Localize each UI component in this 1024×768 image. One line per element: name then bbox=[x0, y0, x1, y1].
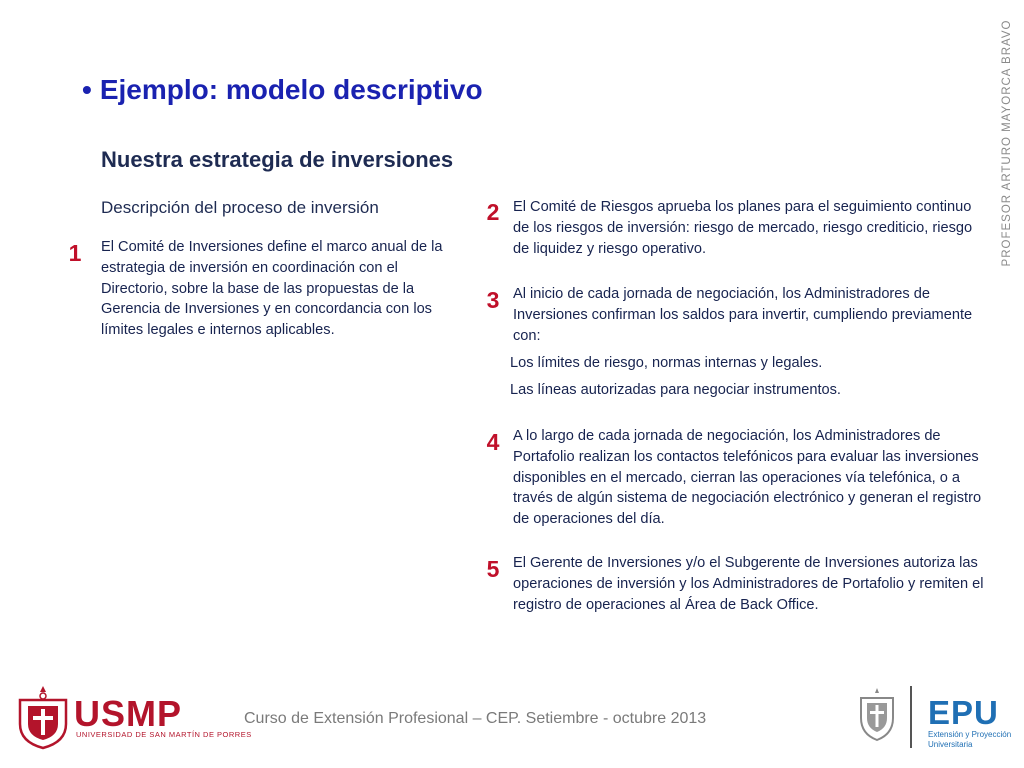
step-text-2: El Comité de Riesgos aprueba los planes para el seguimiento continuo de los riesgos de inversión: riesgo de mercado, riesgo crediticio, riesgo de liquidez y riesgo operativo. bbox=[513, 199, 973, 257]
step-text-4: A lo largo de cada jornada de negociación, los Administradores de Portafolio realizan los contactos telefónicos para evaluar las inversiones disponibles en el mercado, cierran las operaciones vía telefónica, o a través de algún sistema de negociación electrónico y generan el registro de operaciones del día. bbox=[513, 428, 982, 528]
epu-logo-subtext bbox=[928, 730, 1011, 750]
slide-subtitle: Nuestra estrategia de inversiones bbox=[101, 147, 454, 172]
step-number-2: 2 bbox=[486, 199, 500, 225]
title-bullet: • bbox=[82, 74, 92, 105]
epu-logo-text: EPU bbox=[928, 694, 999, 731]
step-text-5: El Gerente de Inversiones y/o el Subgerente de Inversiones autoriza las operaciones de inversión y los Administradores de Portafolio y remiten el registro de operaciones al Área de Back Office. bbox=[513, 555, 984, 613]
usmp-logo-text: USMP bbox=[74, 693, 183, 734]
professor-name: PROFESOR ARTURO MAYORCA BRAVO bbox=[1001, 19, 1013, 266]
section-heading: Descripción del proceso de inversión bbox=[101, 198, 379, 217]
epu-subtext-line-1: Extensión y Proyección bbox=[928, 730, 1012, 739]
step-number-5: 5 bbox=[486, 556, 500, 582]
step-number-1: 1 bbox=[68, 240, 82, 266]
usmp-logo-subtext: UNIVERSIDAD DE SAN MARTÍN DE PORRES bbox=[76, 730, 252, 739]
logo-divider bbox=[910, 686, 912, 748]
step3-item-1: Los límites de riesgo, normas internas y legales. bbox=[510, 355, 823, 371]
step-text-3: Al inicio de cada jornada de negociación, los Administradores de Inversiones confirman los saldos para invertir, cumpliendo previamente con: bbox=[513, 286, 973, 344]
usmp-crest-icon bbox=[16, 684, 70, 750]
epu-subtext-line-2: Universitaria bbox=[928, 740, 973, 749]
slide-title bbox=[82, 74, 483, 106]
step3-item-2: Las líneas autorizadas para negociar instrumentos. bbox=[510, 382, 841, 398]
step-number-3: 3 bbox=[486, 287, 500, 313]
side-vertical-text bbox=[996, 10, 1018, 275]
university-crest-icon bbox=[857, 686, 897, 742]
step-number-4: 4 bbox=[486, 429, 500, 455]
title-text: Ejemplo: modelo descriptivo bbox=[99, 74, 483, 105]
step-text-1: El Comité de Inversiones define el marco anual de la estrategia de inversión en coordinación con el Directorio, sobre la base de las propuestas de la Gerencia de Inversiones y en concordancia con los límites legales e internos aplicables. bbox=[101, 239, 443, 339]
course-footer-text: Curso de Extensión Profesional – CEP. Setiembre - octubre 2013 bbox=[244, 710, 707, 727]
